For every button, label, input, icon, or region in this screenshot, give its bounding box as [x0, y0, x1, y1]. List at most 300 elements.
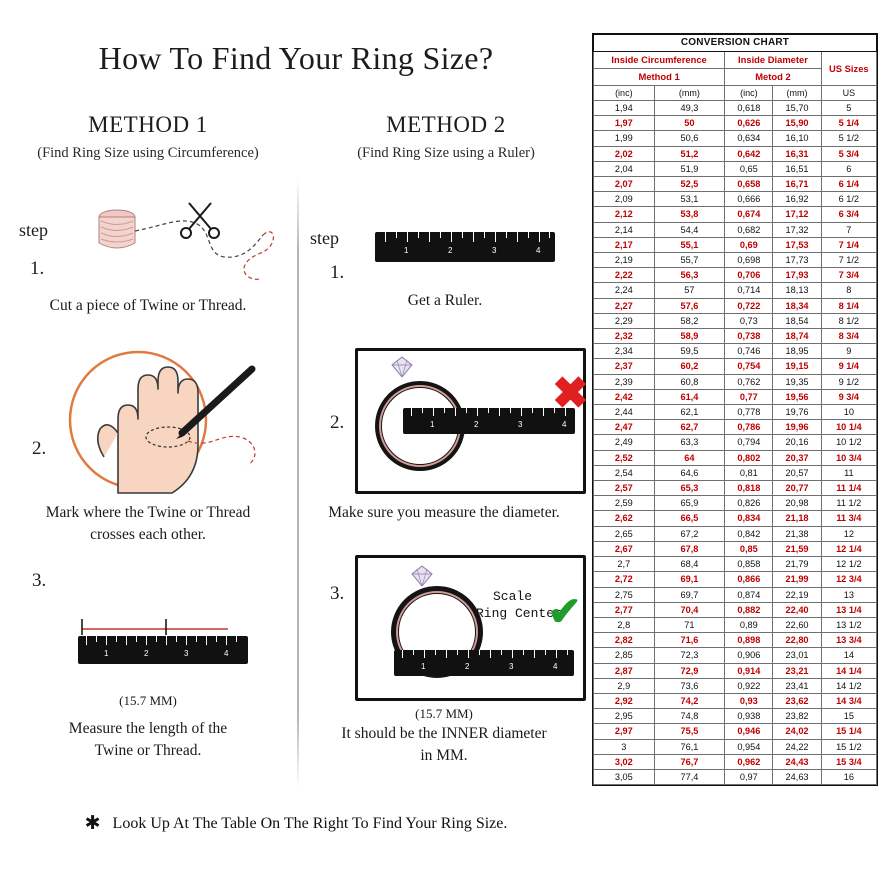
ruler-number-4: 4	[536, 246, 541, 255]
table-cell: 0,938	[725, 709, 773, 724]
table-cell: 2,47	[594, 420, 655, 435]
table-cell: 23,01	[773, 648, 821, 663]
method-1-step-2-caption-line1: Mark where the Twine or Thread	[45, 504, 251, 521]
table-cell: 6 1/2	[821, 192, 876, 207]
table-cell: 0,858	[725, 557, 773, 572]
table-row	[594, 359, 877, 374]
method-1-measure-label: (15.7 MM)	[119, 693, 177, 708]
table-cell: 20,37	[773, 450, 821, 465]
unit-inc-2: (inc)	[725, 86, 773, 101]
table-cell: 6 1/4	[821, 177, 876, 192]
measured-thread	[78, 615, 248, 637]
table-cell: 2,39	[594, 374, 655, 389]
table-cell: 5 1/4	[821, 116, 876, 131]
ruler-number-4: 4	[562, 420, 567, 429]
table-cell: 1,94	[594, 101, 655, 116]
ruler-number-2: 2	[465, 662, 470, 671]
table-row	[594, 207, 877, 222]
table-cell: 0,898	[725, 633, 773, 648]
method-1-step-word: step	[19, 220, 48, 240]
table-cell: 18,54	[773, 313, 821, 328]
table-cell: 16,71	[773, 177, 821, 192]
table-cell: 0,826	[725, 496, 773, 511]
table-row	[594, 450, 877, 465]
method-2-title: METHOD 2	[386, 112, 506, 137]
asterisk-icon: ✱	[84, 813, 101, 834]
table-cell: 2,52	[594, 450, 655, 465]
table-cell: 53,1	[654, 192, 725, 207]
table-cell: 72,3	[654, 648, 725, 663]
ruler-number-3: 3	[509, 662, 514, 671]
table-cell: 20,57	[773, 465, 821, 480]
method-1-step-1-number: 1.	[30, 258, 45, 279]
table-cell: 11 1/2	[821, 496, 876, 511]
table-cell: 66,5	[654, 511, 725, 526]
table-cell: 5 1/2	[821, 131, 876, 146]
table-cell: 0,81	[725, 465, 773, 480]
table-cell: 2,54	[594, 465, 655, 480]
table-row	[594, 131, 877, 146]
footnote	[0, 812, 592, 835]
table-row	[594, 526, 877, 541]
table-row	[594, 465, 877, 480]
ruler-number-2: 2	[448, 246, 453, 255]
table-cell: 69,1	[654, 572, 725, 587]
table-cell: 24,43	[773, 754, 821, 769]
ruler-number-1: 1	[430, 420, 435, 429]
table-cell: 2,49	[594, 435, 655, 450]
table-cell: 18,95	[773, 344, 821, 359]
table-row	[594, 678, 877, 693]
table-row	[594, 146, 877, 161]
table-cell: 2,12	[594, 207, 655, 222]
table-cell: 24,22	[773, 739, 821, 754]
table-cell: 0,882	[725, 602, 773, 617]
table-cell: 0,73	[725, 313, 773, 328]
table-cell: 6 3/4	[821, 207, 876, 222]
table-cell: 62,7	[654, 420, 725, 435]
table-cell: 64	[654, 450, 725, 465]
ruler-number-1: 1	[104, 649, 109, 658]
table-row	[594, 116, 877, 131]
unit-us: US	[821, 86, 876, 101]
conversion-chart	[592, 33, 878, 786]
incorrect-mark-icon: ✖	[552, 369, 589, 418]
table-row	[594, 496, 877, 511]
table-cell: 52,5	[654, 177, 725, 192]
table-cell: 71,6	[654, 633, 725, 648]
table-cell: 2,04	[594, 161, 655, 176]
table-cell: 2,07	[594, 177, 655, 192]
table-cell: 58,2	[654, 313, 725, 328]
table-cell: 2,72	[594, 572, 655, 587]
method-1-column	[0, 112, 296, 162]
table-cell: 2,22	[594, 268, 655, 283]
table-cell: 9	[821, 344, 876, 359]
table-cell: 0,874	[725, 587, 773, 602]
table-row	[594, 663, 877, 678]
table-title-row	[594, 35, 877, 52]
twine-and-scissors-illustration	[85, 195, 290, 295]
table-cell: 7 3/4	[821, 268, 876, 283]
table-cell: 21,59	[773, 541, 821, 556]
table-cell: 61,4	[654, 389, 725, 404]
table-row	[594, 405, 877, 420]
page-title: How To Find Your Ring Size?	[98, 40, 494, 76]
table-cell: 2,32	[594, 329, 655, 344]
table-cell: 7 1/2	[821, 253, 876, 268]
table-cell: 2,87	[594, 663, 655, 678]
table-cell: 0,658	[725, 177, 773, 192]
table-cell: 0,818	[725, 481, 773, 496]
table-cell: 2,27	[594, 298, 655, 313]
table-cell: 59,5	[654, 344, 725, 359]
table-cell: 23,41	[773, 678, 821, 693]
table-cell: 2,09	[594, 192, 655, 207]
table-cell: 2,02	[594, 146, 655, 161]
table-cell: 0,866	[725, 572, 773, 587]
table-cell: 57	[654, 283, 725, 298]
table-cell: 2,17	[594, 237, 655, 252]
table-cell: 12 1/4	[821, 541, 876, 556]
table-cell: 12	[821, 526, 876, 541]
table-cell: 17,32	[773, 222, 821, 237]
table-cell: 3	[594, 739, 655, 754]
table-cell: 2,9	[594, 678, 655, 693]
table-cell: 9 1/2	[821, 374, 876, 389]
table-cell: 13 1/4	[821, 602, 876, 617]
table-cell: 19,96	[773, 420, 821, 435]
method-2-step-1-caption: Get a Ruler.	[407, 292, 483, 309]
table-cell: 10 3/4	[821, 450, 876, 465]
table-cell: 20,77	[773, 481, 821, 496]
table-cell: 16,92	[773, 192, 821, 207]
table-cell: 0,634	[725, 131, 773, 146]
table-cell: 22,60	[773, 617, 821, 632]
table-cell: 15 1/4	[821, 724, 876, 739]
table-cell: 0,89	[725, 617, 773, 632]
table-cell: 62,1	[654, 405, 725, 420]
table-cell: 2,7	[594, 557, 655, 572]
table-row	[594, 633, 877, 648]
table-cell: 0,778	[725, 405, 773, 420]
table-cell: 2,82	[594, 633, 655, 648]
table-cell: 8 1/2	[821, 313, 876, 328]
table-row	[594, 739, 877, 754]
table-row	[594, 435, 877, 450]
table-cell: 53,8	[654, 207, 725, 222]
table-cell: 0,754	[725, 359, 773, 374]
table-cell: 7	[821, 222, 876, 237]
table-row	[594, 648, 877, 663]
table-cell: 65,9	[654, 496, 725, 511]
scale-label-line1: Scale	[493, 589, 533, 604]
table-cell: 14 1/2	[821, 678, 876, 693]
table-cell: 0,946	[725, 724, 773, 739]
table-cell: 7 1/4	[821, 237, 876, 252]
table-cell: 2,77	[594, 602, 655, 617]
table-header	[594, 35, 877, 101]
table-cell: 0,794	[725, 435, 773, 450]
table-cell: 19,76	[773, 405, 821, 420]
table-cell: 13 1/2	[821, 617, 876, 632]
method-2-step-3-number: 3.	[330, 583, 345, 604]
table-cell: 10 1/4	[821, 420, 876, 435]
table-cell: 60,2	[654, 359, 725, 374]
table-cell: 2,34	[594, 344, 655, 359]
table-cell: 2,65	[594, 526, 655, 541]
method-1-subtitle: (Find Ring Size using Circumference)	[37, 145, 259, 161]
table-cell: 0,914	[725, 663, 773, 678]
table-cell: 51,9	[654, 161, 725, 176]
table-cell: 49,3	[654, 101, 725, 116]
group-subheader-method-1: Method 1	[594, 69, 725, 86]
method-2-measure-label: (15.7 MM)	[415, 706, 473, 721]
table-cell: 2,92	[594, 693, 655, 708]
table-cell: 2,24	[594, 283, 655, 298]
table-cell: 3,05	[594, 769, 655, 784]
table-row	[594, 329, 877, 344]
table-cell: 0,922	[725, 678, 773, 693]
table-cell: 54,4	[654, 222, 725, 237]
ruler-number-3: 3	[184, 649, 189, 658]
table-cell: 2,59	[594, 496, 655, 511]
table-cell: 22,19	[773, 587, 821, 602]
table-cell: 0,802	[725, 450, 773, 465]
column-divider	[297, 178, 299, 788]
method-1-title: METHOD 1	[88, 112, 208, 137]
table-cell: 68,4	[654, 557, 725, 572]
table-cell: 0,842	[725, 526, 773, 541]
table-cell: 19,35	[773, 374, 821, 389]
table-cell: 56,3	[654, 268, 725, 283]
method-2-step-2-number: 2.	[330, 412, 345, 433]
ruler-number-2: 2	[144, 649, 149, 658]
table-cell: 2,29	[594, 313, 655, 328]
method-2-step-1-number: 1.	[330, 262, 345, 283]
table-cell: 74,2	[654, 693, 725, 708]
table-cell: 67,8	[654, 541, 725, 556]
method-2-step-3-caption-line1: It should be the INNER diameter	[341, 725, 547, 742]
table-row	[594, 101, 877, 116]
table-cell: 63,3	[654, 435, 725, 450]
table-row	[594, 374, 877, 389]
table-row	[594, 283, 877, 298]
method-2-step-3-caption-line2: in MM.	[420, 747, 468, 764]
table-row	[594, 313, 877, 328]
conversion-table	[593, 34, 877, 785]
table-cell: 0,762	[725, 374, 773, 389]
table-row	[594, 769, 877, 784]
ruler-number-3: 3	[492, 246, 497, 255]
table-cell: 10	[821, 405, 876, 420]
table-row	[594, 344, 877, 359]
unit-mm-2: (mm)	[773, 86, 821, 101]
method-2-step-2-caption: Make sure you measure the diameter.	[328, 504, 560, 521]
table-cell: 13	[821, 587, 876, 602]
table-cell: 0,962	[725, 754, 773, 769]
table-cell: 16,10	[773, 131, 821, 146]
ruler-number-3: 3	[518, 420, 523, 429]
table-cell: 20,16	[773, 435, 821, 450]
table-cell: 58,9	[654, 329, 725, 344]
table-cell: 67,2	[654, 526, 725, 541]
table-cell: 0,93	[725, 693, 773, 708]
table-cell: 0,674	[725, 207, 773, 222]
ruler-number-1: 1	[421, 662, 426, 671]
table-cell: 17,53	[773, 237, 821, 252]
table-cell: 2,97	[594, 724, 655, 739]
table-cell: 1,97	[594, 116, 655, 131]
table-cell: 1,99	[594, 131, 655, 146]
table-row	[594, 481, 877, 496]
table-cell: 23,21	[773, 663, 821, 678]
ruler-ticks	[375, 232, 555, 262]
table-cell: 15 1/2	[821, 739, 876, 754]
units-row	[594, 86, 877, 101]
group-header-us-sizes: US Sizes	[821, 52, 876, 86]
table-row	[594, 222, 877, 237]
ruler-number-2: 2	[474, 420, 479, 429]
table-cell: 11 1/4	[821, 481, 876, 496]
table-cell: 23,62	[773, 693, 821, 708]
table-cell: 15,70	[773, 101, 821, 116]
table-cell: 10 1/2	[821, 435, 876, 450]
table-cell: 0,834	[725, 511, 773, 526]
table-row	[594, 557, 877, 572]
table-cell: 5	[821, 101, 876, 116]
table-cell: 77,4	[654, 769, 725, 784]
hand-with-thread-illustration	[60, 345, 296, 495]
method-1-step-2-number: 2.	[32, 438, 47, 459]
table-cell: 0,722	[725, 298, 773, 313]
method-1-step-3-caption-line2: Twine or Thread.	[94, 742, 202, 759]
table-cell: 76,7	[654, 754, 725, 769]
table-cell: 21,99	[773, 572, 821, 587]
table-cell: 2,14	[594, 222, 655, 237]
table-cell: 24,02	[773, 724, 821, 739]
table-cell: 15 3/4	[821, 754, 876, 769]
table-cell: 2,75	[594, 587, 655, 602]
table-cell: 14 3/4	[821, 693, 876, 708]
correct-mark-icon: ✔	[548, 590, 582, 634]
table-cell: 9 1/4	[821, 359, 876, 374]
table-cell: 2,95	[594, 709, 655, 724]
table-row	[594, 298, 877, 313]
table-cell: 0,618	[725, 101, 773, 116]
table-row	[594, 724, 877, 739]
table-cell: 19,56	[773, 389, 821, 404]
table-cell: 2,42	[594, 389, 655, 404]
ruler-number-4: 4	[224, 649, 229, 658]
table-cell: 0,626	[725, 116, 773, 131]
group-header-diameter: Inside Diameter	[725, 52, 821, 69]
table-row	[594, 161, 877, 176]
table-cell: 0,642	[725, 146, 773, 161]
method-1-step-2-caption-line2: crosses each other.	[90, 526, 206, 543]
table-cell: 8	[821, 283, 876, 298]
table-cell: 65,3	[654, 481, 725, 496]
table-cell: 75,5	[654, 724, 725, 739]
table-cell: 9 3/4	[821, 389, 876, 404]
ruler-ticks	[403, 408, 575, 434]
table-cell: 55,7	[654, 253, 725, 268]
table-cell: 50,6	[654, 131, 725, 146]
table-cell: 15,90	[773, 116, 821, 131]
table-cell: 0,97	[725, 769, 773, 784]
table-row	[594, 420, 877, 435]
table-cell: 21,38	[773, 526, 821, 541]
footnote-text: Look Up At The Table On The Right To Find Your Ring Size.	[112, 815, 508, 832]
table-cell: 0,69	[725, 237, 773, 252]
table-cell: 2,62	[594, 511, 655, 526]
table-cell: 0,738	[725, 329, 773, 344]
table-body	[594, 101, 877, 785]
table-cell: 12 1/2	[821, 557, 876, 572]
table-cell: 0,85	[725, 541, 773, 556]
table-cell: 21,18	[773, 511, 821, 526]
table-cell: 6	[821, 161, 876, 176]
table-cell: 76,1	[654, 739, 725, 754]
group-header-circumference: Inside Circumference	[594, 52, 725, 69]
table-row	[594, 602, 877, 617]
table-cell: 11	[821, 465, 876, 480]
ruler-graphic-method1	[78, 636, 248, 664]
table-cell: 16,51	[773, 161, 821, 176]
table-cell: 0,706	[725, 268, 773, 283]
table-cell: 73,6	[654, 678, 725, 693]
table-cell: 60,8	[654, 374, 725, 389]
table-cell: 18,34	[773, 298, 821, 313]
table-row	[594, 754, 877, 769]
table-cell: 17,93	[773, 268, 821, 283]
ruler-number-4: 4	[553, 662, 558, 671]
table-row	[594, 253, 877, 268]
method-2-column	[298, 112, 594, 162]
table-row	[594, 177, 877, 192]
table-cell: 18,74	[773, 329, 821, 344]
table-row	[594, 511, 877, 526]
method-1-step-3-number: 3.	[32, 570, 47, 591]
table-cell: 69,7	[654, 587, 725, 602]
unit-inc-1: (inc)	[594, 86, 655, 101]
table-cell: 0,666	[725, 192, 773, 207]
table-cell: 0,714	[725, 283, 773, 298]
chart-title: CONVERSION CHART	[594, 35, 877, 52]
scale-label-line2: Ring Center	[476, 606, 562, 621]
table-row	[594, 541, 877, 556]
table-row	[594, 709, 877, 724]
table-cell: 70,4	[654, 602, 725, 617]
table-cell: 74,8	[654, 709, 725, 724]
method-2-subtitle: (Find Ring Size using a Ruler)	[357, 145, 535, 161]
table-cell: 0,906	[725, 648, 773, 663]
table-cell: 8 1/4	[821, 298, 876, 313]
method-1-step-3-caption-line1: Measure the length of the	[68, 720, 228, 737]
table-cell: 16,31	[773, 146, 821, 161]
table-cell: 0,77	[725, 389, 773, 404]
table-cell: 17,73	[773, 253, 821, 268]
table-cell: 8 3/4	[821, 329, 876, 344]
table-row	[594, 192, 877, 207]
group-header-row-1	[594, 52, 877, 69]
method-2-step-word: step	[310, 228, 339, 248]
table-cell: 57,6	[654, 298, 725, 313]
table-cell: 11 3/4	[821, 511, 876, 526]
table-cell: 2,19	[594, 253, 655, 268]
table-cell: 20,98	[773, 496, 821, 511]
table-row	[594, 389, 877, 404]
